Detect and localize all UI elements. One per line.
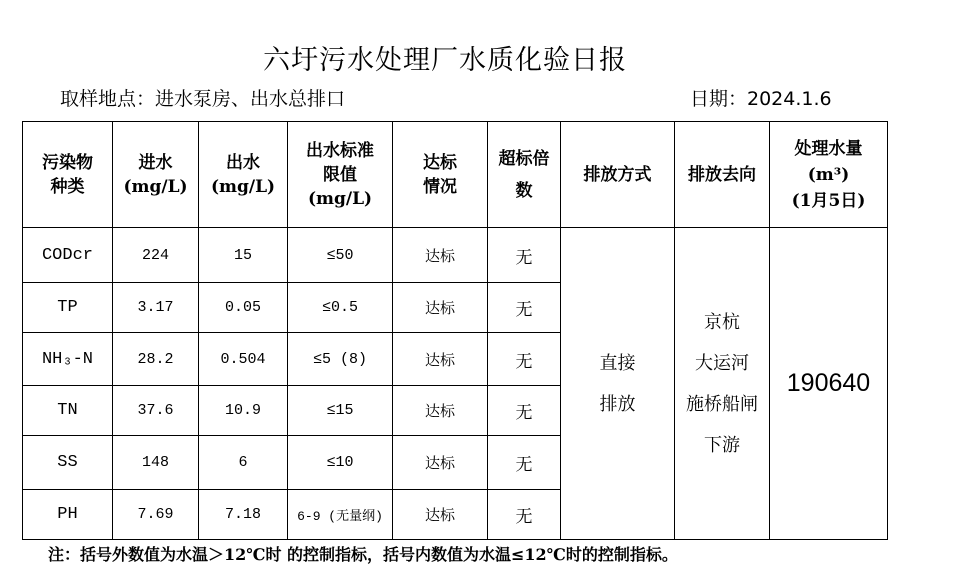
header-exceed: 超标倍 数 xyxy=(488,122,561,228)
inflow-value: 3.17 xyxy=(113,283,199,333)
outflow-value: 0.504 xyxy=(199,333,288,386)
header-inflow: 进水 (mg/L) xyxy=(113,122,199,228)
limit-value: ≤0.5 xyxy=(288,283,393,333)
limit-value: ≤10 xyxy=(288,436,393,490)
sampling-location: 取样地点：进水泵房、出水总排口 xyxy=(60,88,346,110)
exceed-value: 无 xyxy=(488,436,561,490)
exceed-value: 无 xyxy=(488,490,561,540)
pollutant-name: TN xyxy=(23,386,113,436)
inflow-value: 7.69 xyxy=(113,490,199,540)
status-value: 达标 xyxy=(393,333,488,386)
exceed-value: 无 xyxy=(488,386,561,436)
inflow-value: 37.6 xyxy=(113,386,199,436)
exceed-value: 无 xyxy=(488,283,561,333)
header-pollutant: 污染物 种类 xyxy=(23,122,113,228)
exceed-value: 无 xyxy=(488,228,561,283)
header-discharge-dest: 排放去向 xyxy=(675,122,770,228)
status-value: 达标 xyxy=(393,490,488,540)
pollutant-name: SS xyxy=(23,436,113,490)
limit-value: ≤15 xyxy=(288,386,393,436)
outflow-value: 6 xyxy=(199,436,288,490)
status-value: 达标 xyxy=(393,386,488,436)
pollutant-name: PH xyxy=(23,490,113,540)
water-quality-table xyxy=(22,121,888,540)
outflow-value: 0.05 xyxy=(199,283,288,333)
pollutant-name: TP xyxy=(23,283,113,333)
report-date: 日期：2024.1.6 xyxy=(690,88,832,110)
status-value: 达标 xyxy=(393,436,488,490)
treated-volume: 190640 xyxy=(770,228,888,540)
limit-value: 6-9 (无量纲) xyxy=(288,490,393,540)
header-discharge-mode: 排放方式 xyxy=(561,122,675,228)
inflow-value: 28.2 xyxy=(113,333,199,386)
header-outflow: 出水 (mg/L) xyxy=(199,122,288,228)
status-value: 达标 xyxy=(393,283,488,333)
discharge-destination: 京杭 大运河 施桥船闸 下游 xyxy=(675,228,770,540)
header-volume: 处理水量 (m³) (1月5日) xyxy=(770,122,888,228)
limit-value: ≤5 (8) xyxy=(288,333,393,386)
pollutant-name: CODcr xyxy=(23,228,113,283)
header-limit: 出水标准 限值 (mg/L) xyxy=(288,122,393,228)
outflow-value: 10.9 xyxy=(199,386,288,436)
header-row xyxy=(23,122,888,228)
report-title: 六圩污水处理厂水质化验日报 xyxy=(263,45,627,76)
pollutant-name: NH₃-N xyxy=(23,333,113,386)
exceed-value: 无 xyxy=(488,333,561,386)
table-row xyxy=(23,228,888,283)
status-value: 达标 xyxy=(393,228,488,283)
outflow-value: 7.18 xyxy=(199,490,288,540)
inflow-value: 224 xyxy=(113,228,199,283)
footnote: 注：括号外数值为水温＞12℃时 的控制指标，括号内数值为水温≤12℃时的控制指标。 xyxy=(48,545,678,564)
outflow-value: 15 xyxy=(199,228,288,283)
inflow-value: 148 xyxy=(113,436,199,490)
header-status: 达标 情况 xyxy=(393,122,488,228)
limit-value: ≤50 xyxy=(288,228,393,283)
discharge-mode: 直接 排放 xyxy=(561,228,675,540)
